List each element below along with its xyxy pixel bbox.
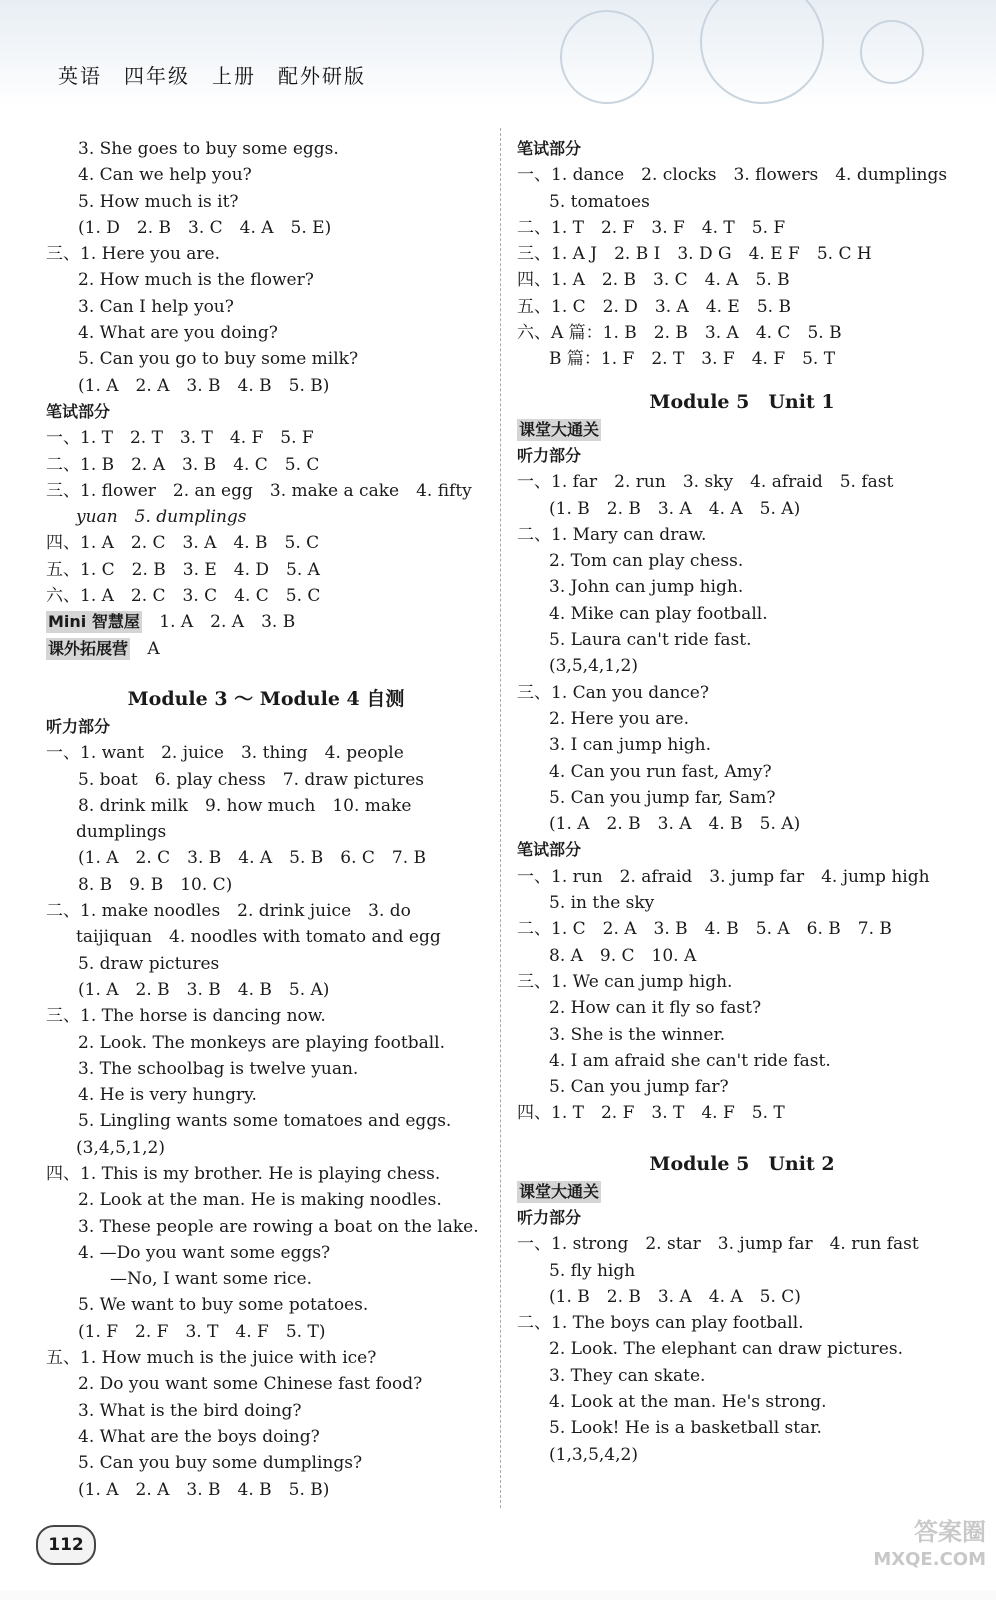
answer-line: 一、1. strong 2. star 3. jump far 4. run fast [517, 1234, 919, 1255]
answer-line: 二、1. Mary can draw. [517, 524, 707, 545]
section-heading: 听力部分 [517, 445, 582, 465]
answer-line: 一、1. T 2. T 3. T 4. F 5. F [46, 428, 314, 449]
mini-answers: 1. A 2. A 3. B [159, 612, 296, 633]
answer-line: 5. Can you buy some dumplings? [78, 1453, 363, 1474]
answer-line: (3,5,4,1,2) [549, 656, 638, 677]
answer-line: 2. Here you are. [549, 708, 690, 729]
header-title: 英语 四年级 上册 配外研版 [58, 64, 366, 88]
answer-line: 六、1. A 2. C 3. C 4. C 5. C [46, 586, 321, 607]
answer-line: 六、A 篇：1. B 2. B 3. A 4. C 5. B [517, 323, 842, 344]
extension-answer: A [147, 638, 160, 659]
spacer [517, 1127, 967, 1149]
answer-line: 4. Can you run fast, Amy? [549, 761, 772, 782]
answer-line: 8. A 9. C 10. A [549, 945, 697, 966]
answer-line: 一、1. dance 2. clocks 3. flowers 4. dumplings [517, 165, 948, 186]
answer-line: 5. fly high [549, 1260, 636, 1281]
page-number: 112 [36, 1525, 96, 1565]
class-section [517, 1179, 967, 1205]
extension-section [46, 636, 486, 662]
answer-line: 2. Do you want some Chinese fast food? [78, 1374, 423, 1395]
page-header [0, 0, 996, 108]
answer-line: 三、1. We can jump high. [517, 971, 733, 992]
answer-line: 2. How can it fly so fast? [549, 998, 762, 1019]
answer-line: 3. They can skate. [549, 1365, 706, 1386]
right-column [517, 136, 967, 1468]
module-title: Module 5 Unit 2 [649, 1152, 835, 1175]
answer-line: 3. She goes to buy some eggs. [78, 139, 339, 159]
answer-line: 2. Tom can play chess. [549, 551, 744, 572]
answer-line: 一、1. far 2. run 3. sky 4. afraid 5. fast [517, 472, 894, 493]
answer-line: 5. How much is it? [78, 191, 239, 212]
section-heading: 笔试部分 [517, 139, 582, 158]
module-title: Module 5 Unit 1 [649, 390, 835, 413]
answer-line: (1,3,5,4,2) [549, 1444, 638, 1465]
answer-line: 5. draw pictures [78, 953, 220, 974]
answer-line: 5. We want to buy some potatoes. [78, 1295, 369, 1316]
answer-line: 三、1. The horse is dancing now. [46, 1006, 326, 1027]
answer-line: 5. in the sky [549, 893, 655, 914]
answer-line: 2. Look. The elephant can draw pictures. [549, 1339, 903, 1360]
column-divider [500, 128, 501, 1508]
class-section [517, 417, 967, 443]
answer-line: 5. Laura can't ride fast. [549, 630, 752, 651]
answer-line: (1. F 2. F 3. T 4. F 5. T) [78, 1321, 326, 1342]
extension-label: 课外拓展营 [48, 638, 129, 658]
answer-line: 二、1. make noodles 2. drink juice 3. do [46, 901, 411, 922]
answer-line: 三、1. Can you dance? [517, 682, 709, 703]
watermark-logo-text: 答案圈 [914, 1518, 986, 1546]
answer-line: 3. The schoolbag is twelve yuan. [78, 1058, 359, 1079]
answer-line: (1. B 2. B 3. A 4. A 5. A) [549, 498, 801, 519]
mini-section [46, 609, 486, 635]
answer-line: 4. Look at the man. He's strong. [549, 1392, 827, 1413]
answer-line: B 篇：1. F 2. T 3. F 4. F 5. T [549, 349, 836, 370]
answer-line: (1. A 2. B 3. A 4. B 5. A) [549, 814, 801, 835]
answer-line: 五、1. C 2. D 3. A 4. E 5. B [517, 296, 791, 317]
watermark [873, 1518, 986, 1574]
answer-line: 三、1. A J 2. B I 3. D G 4. E F 5. C H [517, 244, 872, 265]
answer-line: 4. —Do you want some eggs? [78, 1242, 331, 1263]
answer-line: 四、1. This is my brother. He is playing chess. [46, 1163, 441, 1184]
class-label: 课堂大通关 [519, 1181, 600, 1201]
answer-line: (1. D 2. B 3. C 4. A 5. E) [78, 217, 332, 238]
answer-line: 3. She is the winner. [549, 1024, 726, 1045]
answer-line: 3. I can jump high. [549, 735, 711, 756]
answer-line: 四、1. A 2. B 3. C 4. A 5. B [517, 270, 790, 291]
answer-line: 四、1. A 2. C 3. A 4. B 5. C [46, 533, 320, 554]
answer-line: 3. John can jump high. [549, 577, 744, 598]
answer-line: 2. Look. The monkeys are playing football. [78, 1032, 445, 1053]
answer-line: dumplings [76, 822, 167, 843]
mini-label: Mini 智慧屋 [48, 612, 140, 632]
answer-line: 5. boat 6. play chess 7. draw pictures [78, 769, 425, 790]
answer-line: (1. A 2. A 3. B 4. B 5. B) [78, 375, 330, 396]
section-heading: 听力部分 [517, 1207, 582, 1227]
answer-line: 五、1. C 2. B 3. E 4. D 5. A [46, 559, 320, 580]
answer-line: 二、1. The boys can play football. [517, 1313, 804, 1334]
answer-line: 4. I am afraid she can't ride fast. [549, 1050, 831, 1071]
answer-line: 3. What is the bird doing? [78, 1400, 302, 1421]
answer-line: 5. Look! He is a basketball star. [549, 1418, 822, 1439]
answer-line: (1. B 2. B 3. A 4. A 5. C) [549, 1286, 801, 1307]
answer-line: taijiquan 4. noodles with tomato and egg [76, 927, 441, 948]
watermark-url: MXQE.COM [873, 1549, 986, 1570]
answer-line: 一、1. want 2. juice 3. thing 4. people [46, 743, 404, 764]
section-heading: 笔试部分 [517, 840, 582, 860]
answer-line: 二、1. T 2. F 3. F 4. T 5. F [517, 217, 786, 238]
answer-line: 5. Lingling wants some tomatoes and eggs. [78, 1111, 452, 1132]
answer-line: 8. drink milk 9. how much 10. make [78, 795, 412, 816]
answer-line: 8. B 9. B 10. C) [78, 874, 233, 895]
answer-line: 5. Can you jump far? [549, 1077, 729, 1098]
answer-line: 一、1. run 2. afraid 3. jump far 4. jump high [517, 866, 930, 887]
answer-line: 4. Can we help you? [78, 165, 252, 186]
answer-line: (1. A 2. C 3. B 4. A 5. B 6. C 7. B [78, 848, 427, 869]
spacer [46, 662, 486, 684]
answer-line: 4. He is very hungry. [78, 1085, 257, 1106]
section-heading: 听力部分 [46, 716, 111, 736]
decorative-circle [860, 20, 924, 84]
answer-line: 二、1. B 2. A 3. B 4. C 5. C [46, 454, 320, 475]
answer-line: 三、1. Here you are. [46, 244, 221, 265]
answer-line: 5. Can you go to buy some milk? [78, 349, 359, 370]
class-label: 课堂大通关 [519, 419, 600, 439]
answer-line: 二、1. C 2. A 3. B 4. B 5. A 6. B 7. B [517, 919, 892, 940]
answer-line: (1. A 2. A 3. B 4. B 5. B) [78, 1479, 330, 1500]
answer-line: 4. Mike can play football. [549, 603, 768, 624]
answer-line: 四、1. T 2. F 3. T 4. F 5. T [517, 1103, 785, 1124]
answer-line: 3. These people are rowing a boat on the lake. [78, 1216, 479, 1237]
decorative-circle [700, 0, 824, 104]
answer-line: (1. A 2. B 3. B 4. B 5. A) [78, 979, 330, 1000]
answer-line: —No, I want some rice. [110, 1269, 312, 1290]
answer-line: (3,4,5,1,2) [76, 1137, 165, 1158]
spacer [517, 373, 967, 387]
left-column [46, 136, 486, 1503]
answer-line: 2. Look at the man. He is making noodles. [78, 1190, 442, 1211]
answer-line: 4. What are you doing? [78, 323, 278, 344]
answer-line: 4. What are the boys doing? [78, 1426, 320, 1447]
answer-line: 5. tomatoes [549, 191, 650, 212]
answer-line: 5. Can you jump far, Sam? [549, 787, 776, 808]
decorative-circle [560, 10, 654, 104]
answer-line: 三、1. flower 2. an egg 3. make a cake 4. fifty [46, 480, 472, 501]
answer-line: yuan 5. dumplings [76, 507, 247, 528]
answer-line: 3. Can I help you? [78, 296, 234, 317]
section-heading: 笔试部分 [46, 401, 111, 421]
answer-line: 五、1. How much is the juice with ice? [46, 1348, 377, 1369]
footer-decoration [0, 1590, 996, 1600]
answer-line: 2. How much is the flower? [78, 270, 314, 291]
module-title: Module 3 ～ Module 4 自测 [127, 687, 405, 710]
